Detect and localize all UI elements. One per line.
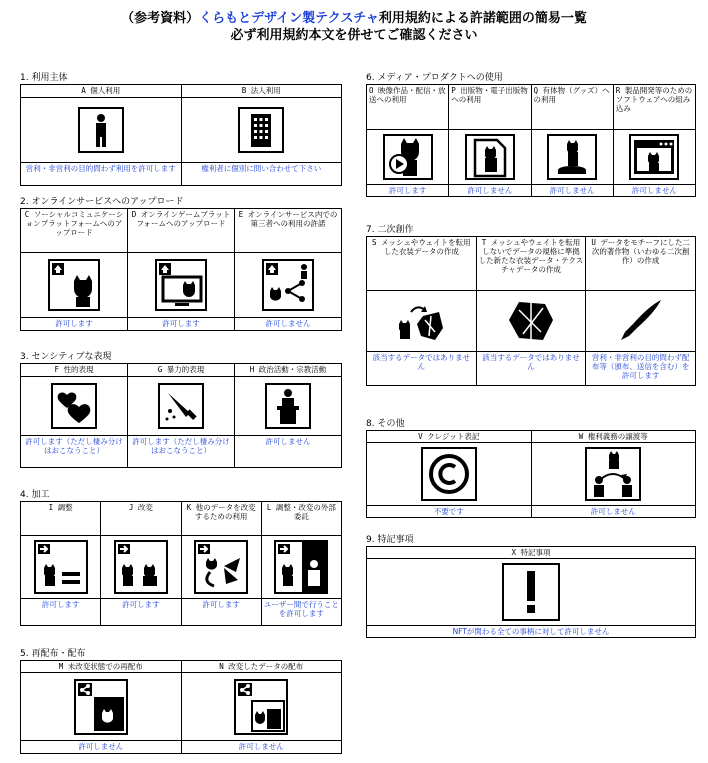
card-W: W 権利義務の譲渡等 許可しません: [531, 431, 696, 517]
section-heading: 7. 二次創作: [366, 225, 414, 235]
cloth-arrow-icon: [395, 298, 447, 344]
card-Q: Q 有体物（グッズ）への利用 許可しません: [531, 85, 613, 196]
section-5: [20, 648, 342, 754]
card-C: C ソーシャルコミュニケーションプラットフォームへのアップロード 許可します: [21, 209, 127, 330]
redistribute-icon: [74, 679, 128, 735]
section-2: [20, 196, 342, 331]
cloth-icon: [505, 298, 557, 344]
share-users-icon: [262, 259, 314, 311]
card-X: X 特記事項 NFTが関わる全ての事柄に対して許可しません: [367, 547, 695, 637]
copyright-icon: [421, 447, 477, 501]
card-N: N 改変したデータの配布 許可しません: [181, 661, 342, 753]
card-F: F 性的表現 許可します（ただし棲み分けはおこなうこと）: [21, 364, 127, 467]
knife-icon: [158, 383, 204, 429]
section-heading: 1. 利用主体: [20, 73, 68, 83]
hearts-icon: [51, 383, 97, 429]
card-R: R 製品開発等のためのソフトウェアへの組み込み 許可しません: [613, 85, 695, 196]
distribute-modified-icon: [234, 679, 288, 735]
section-7: [366, 224, 696, 386]
modify-icon: [114, 540, 168, 594]
adjust-icon: [34, 540, 88, 594]
card-A: A 個人利用 営利・非営利の目的問わず利用を許可します: [21, 85, 181, 185]
card-G: G 暴力的表現 許可します（ただし棲み分けはおこなうこと）: [127, 364, 234, 467]
card-T: T メッシュやウェイトを転用しないでデータの規格に準拠した新たな衣装データ・テクスチャデータの作成 該当するデータではありません: [476, 237, 586, 385]
card-K: K 他のデータを改変するための利用 許可します: [181, 502, 261, 625]
card-L: L 調整・改変の外部委託 ユーザー間で行うことを許可します: [261, 502, 341, 625]
bow-icon: [194, 540, 248, 594]
card-E: E オンラインサービス内での第三者への利用の許諾 許可しません: [234, 209, 341, 330]
podium-icon: [265, 383, 311, 429]
card-S: S メッシュやウェイトを転用した衣装データの作成 該当するデータではありません: [367, 237, 476, 385]
page-title: （参考資料）くらもとデザイン製テクスチャ利用規約による許諾範囲の簡易一覧 必ず利用規約本文を併せてご確認ください: [0, 10, 708, 44]
card-H: H 政治活動・宗教活動 許可しません: [234, 364, 341, 467]
card-I: I 調整 許可します: [21, 502, 100, 625]
person-icon: [78, 107, 124, 153]
section-heading: 2. オンラインサービスへのアップロード: [20, 197, 184, 207]
card-M: M 未改変状態での再配布 許可しません: [21, 661, 181, 753]
section-6: [366, 72, 696, 197]
section-9: [366, 534, 696, 638]
section-1: [20, 72, 342, 186]
section-4: [20, 489, 342, 626]
transfer-icon: [585, 447, 641, 501]
card-O: O 映像作品・配信・放送への利用 許可します: [367, 85, 448, 196]
section-heading: 9. 特記事項: [366, 535, 414, 545]
software-icon: [629, 134, 679, 180]
card-D: D オンラインゲームプラットフォームへのアップロード 許可します: [127, 209, 234, 330]
exclamation-icon: [502, 563, 560, 621]
figure-icon: [547, 134, 597, 180]
pen-icon: [615, 298, 667, 344]
section-8: [366, 418, 696, 518]
page-subtitle: 必ず利用規約本文を併せてご確認ください: [230, 28, 478, 43]
section-heading: 4. 加工: [20, 490, 50, 500]
card-V: V クレジット表記 不要です: [367, 431, 531, 517]
card-J: J 改変 許可します: [100, 502, 180, 625]
building-icon: [238, 107, 284, 153]
section-3: [20, 351, 342, 468]
section-heading: 6. メディア・プロダクトへの使用: [366, 73, 503, 83]
outsource-icon: [274, 540, 328, 594]
upload-cat-icon: [48, 259, 100, 311]
publication-icon: [465, 134, 515, 180]
section-heading: 8. その他: [366, 419, 405, 429]
video-icon: [383, 134, 433, 180]
section-heading: 3. センシティブな表現: [20, 352, 112, 362]
card-P: P 出版物・電子出版物への利用 許可しません: [448, 85, 530, 196]
card-B: B 法人利用 権利者に個別に問い合わせて下さい: [181, 85, 342, 185]
section-heading: 5. 再配布・配布: [20, 649, 86, 659]
upload-monitor-icon: [155, 259, 207, 311]
card-U: U データをモチーフにした二次的著作物（いわゆる二次創作）の作成 営利・非営利の目的問わず配布等（頒布、送信を含む）を許可します: [585, 237, 695, 385]
